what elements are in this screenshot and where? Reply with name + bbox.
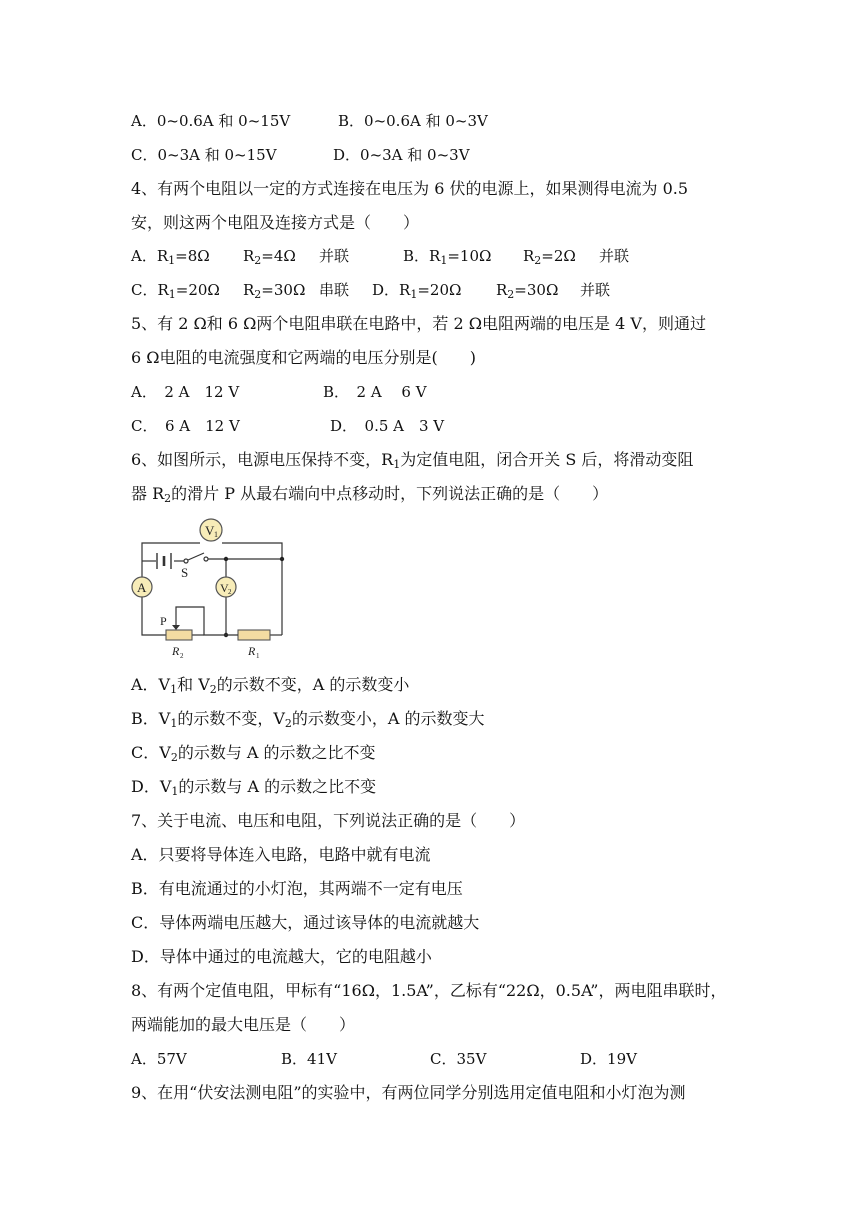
- text-part: 的示数不变，V: [177, 709, 285, 728]
- option-label: A．: [131, 247, 157, 265]
- option-value: =2Ω: [541, 247, 576, 265]
- option-value: =10Ω: [447, 247, 492, 265]
- subscript: 2: [254, 288, 262, 301]
- subscript: 1: [168, 288, 176, 301]
- q4-option-c: C．$R_1=20\Omega$: [131, 281, 220, 301]
- q8-option-a: A．57V: [131, 1050, 187, 1068]
- q7-stem: 7、关于电流、电压和电阻，下列说法正确的是（ ）: [131, 811, 526, 830]
- text-part: 和 V: [177, 675, 210, 694]
- subscript: 2: [164, 492, 172, 505]
- subscript: 1: [170, 683, 178, 696]
- resistor-r1-icon: [238, 630, 270, 640]
- text-part: 的示数与 A 的示数之比不变: [177, 743, 376, 762]
- subscript: 2: [284, 717, 292, 730]
- subscript: 1: [170, 717, 178, 730]
- q3-option-b: B．0~0.6A 和 0~3V: [338, 112, 488, 130]
- q8-stem-line-1: 8、有两个定值电阻，甲标有“16Ω，1.5A”，乙标有“22Ω，0.5A”，两电阻串联时，: [131, 981, 727, 1000]
- q8-option-c: C．35V: [430, 1050, 487, 1068]
- meter-sub: 1: [214, 530, 218, 539]
- text-part: 的示数不变，A 的示数变小: [216, 675, 410, 694]
- text-part: C．V: [131, 743, 171, 762]
- q4-option-b-connection: 并联: [599, 247, 630, 265]
- q4-option-a-r2: $R_2=4\Omega$: [243, 247, 296, 267]
- q4-option-c-connection: 串联: [319, 281, 350, 299]
- q5-option-b: B． 2 A 6 V: [323, 383, 427, 401]
- q4-option-d-connection: 并联: [580, 281, 611, 299]
- text-part: 6、如图所示，电源电压保持不变，R: [131, 450, 394, 469]
- q5-option-d: D． 0.5 A 3 V: [330, 417, 445, 435]
- text-part: 器 R: [131, 484, 165, 503]
- q6-stem-line-2: [131, 484, 608, 504]
- q4-option-a: A．$R_1=8\Omega$: [131, 247, 210, 267]
- junction-dot: [224, 557, 228, 561]
- subscript: 1: [440, 254, 448, 267]
- q4-stem-line-2: 安，则这两个电阻及连接方式是（ ）: [131, 213, 420, 232]
- resistor-r2-icon: [166, 630, 192, 640]
- switch-icon: [184, 553, 208, 563]
- q4-option-c-r2: $R_2=30\Omega$: [243, 281, 306, 301]
- q8-option-b: B．41V: [281, 1050, 337, 1068]
- q5-option-a: A． 2 A 12 V: [131, 383, 240, 401]
- meter-label: V: [220, 581, 229, 595]
- text-part: 的示数与 A 的示数之比不变: [178, 777, 377, 796]
- r2-label: R: [172, 644, 180, 658]
- q8-option-d: D．19V: [580, 1050, 637, 1068]
- q4-stem-line-1: 4、有两个电阻以一定的方式连接在电压为 6 伏的电源上，如果测得电流为 0.5: [131, 179, 689, 198]
- option-value: =30Ω: [514, 281, 559, 299]
- r1-sub: 1: [256, 652, 260, 660]
- text-part: 的滑片 P 从最右端向中点移动时，下列说法正确的是（ ）: [171, 484, 609, 503]
- meter-label: V: [205, 523, 215, 538]
- q8-stem-line-2: 两端能加的最大电压是（ ）: [131, 1015, 356, 1034]
- ammeter-icon: [132, 577, 152, 597]
- q6-stem-line-1: [131, 450, 693, 470]
- option-value: =30Ω: [261, 281, 306, 299]
- voltmeter-v2-icon: [216, 577, 236, 597]
- subscript: 1: [171, 785, 179, 798]
- q7-option-c: C．导体两端电压越大，通过该导体的电流就越大: [131, 913, 480, 932]
- text-part: 为定值电阻，闭合开关 S 后，将滑动变阻: [400, 450, 694, 469]
- q5-option-c: C． 6 A 12 V: [131, 417, 240, 435]
- q4-option-d: D．$R_1=20\Omega$: [372, 281, 462, 301]
- q6-option-b: [131, 709, 485, 729]
- battery-icon: [157, 553, 171, 569]
- q4-option-b: B．$R_1=10\Omega$: [403, 247, 492, 267]
- circuit-diagram: [128, 513, 298, 661]
- q3-option-c: C．0~3A 和 0~15V: [131, 146, 277, 164]
- q6-option-a: [131, 675, 409, 695]
- q4-option-d-r2: $R_2=30\Omega$: [496, 281, 559, 301]
- q7-option-a: A．只要将导体连入电路，电路中就有电流: [131, 845, 431, 864]
- slider-label: P: [160, 614, 167, 628]
- q3-option-d: D．0~3A 和 0~3V: [333, 146, 470, 164]
- option-label: C．: [131, 281, 158, 299]
- meter-label: A: [137, 580, 147, 595]
- option-value: =20Ω: [175, 281, 220, 299]
- text-part: D．V: [131, 777, 172, 796]
- text-part: A．V: [131, 675, 171, 694]
- q4-option-a-connection: 并联: [319, 247, 350, 265]
- option-label: B．: [403, 247, 430, 265]
- subscript: 1: [393, 458, 401, 471]
- r2-sub: 2: [180, 652, 184, 660]
- option-value: =20Ω: [417, 281, 462, 299]
- subscript: 2: [254, 254, 262, 267]
- option-label: D．: [372, 281, 400, 299]
- q6-option-c: [131, 743, 376, 763]
- text-part: B．V: [131, 709, 171, 728]
- subscript: 1: [168, 254, 176, 267]
- switch-label: S: [181, 565, 189, 580]
- q3-option-a: A．0~0.6A 和 0~15V: [131, 112, 291, 130]
- q5-stem-line-1: 5、有 2 Ω和 6 Ω两个电阻串联在电路中，若 2 Ω电阻两端的电压是 4 V，则通过: [131, 314, 706, 333]
- option-value: =8Ω: [175, 247, 210, 265]
- q4-option-b-r2: $R_2=2\Omega$: [523, 247, 576, 267]
- subscript: 2: [534, 254, 542, 267]
- junction-dot: [280, 557, 284, 561]
- q5-stem-line-2: 6 Ω电阻的电流强度和它两端的电压分别是( ): [131, 348, 477, 367]
- r1-label: R: [248, 644, 256, 658]
- q6-option-d: [131, 777, 376, 797]
- q7-option-b: B．有电流通过的小灯泡，其两端不一定有电压: [131, 879, 463, 898]
- slider-arrow-head: [172, 625, 180, 630]
- subscript: 2: [170, 751, 178, 764]
- q9-stem-line-1: 9、在用“伏安法测电阻”的实验中，有两位同学分别选用定值电阻和小灯泡为测: [131, 1083, 686, 1102]
- subscript: 1: [410, 288, 418, 301]
- text-part: 的示数变小，A 的示数变大: [291, 709, 485, 728]
- voltmeter-v1-icon: [200, 519, 222, 541]
- option-value: =4Ω: [261, 247, 296, 265]
- subscript: 2: [507, 288, 515, 301]
- meter-sub: 2: [228, 588, 232, 596]
- q7-option-d: D．导体中通过的电流越大，它的电阻越小: [131, 947, 432, 966]
- subscript: 2: [209, 683, 217, 696]
